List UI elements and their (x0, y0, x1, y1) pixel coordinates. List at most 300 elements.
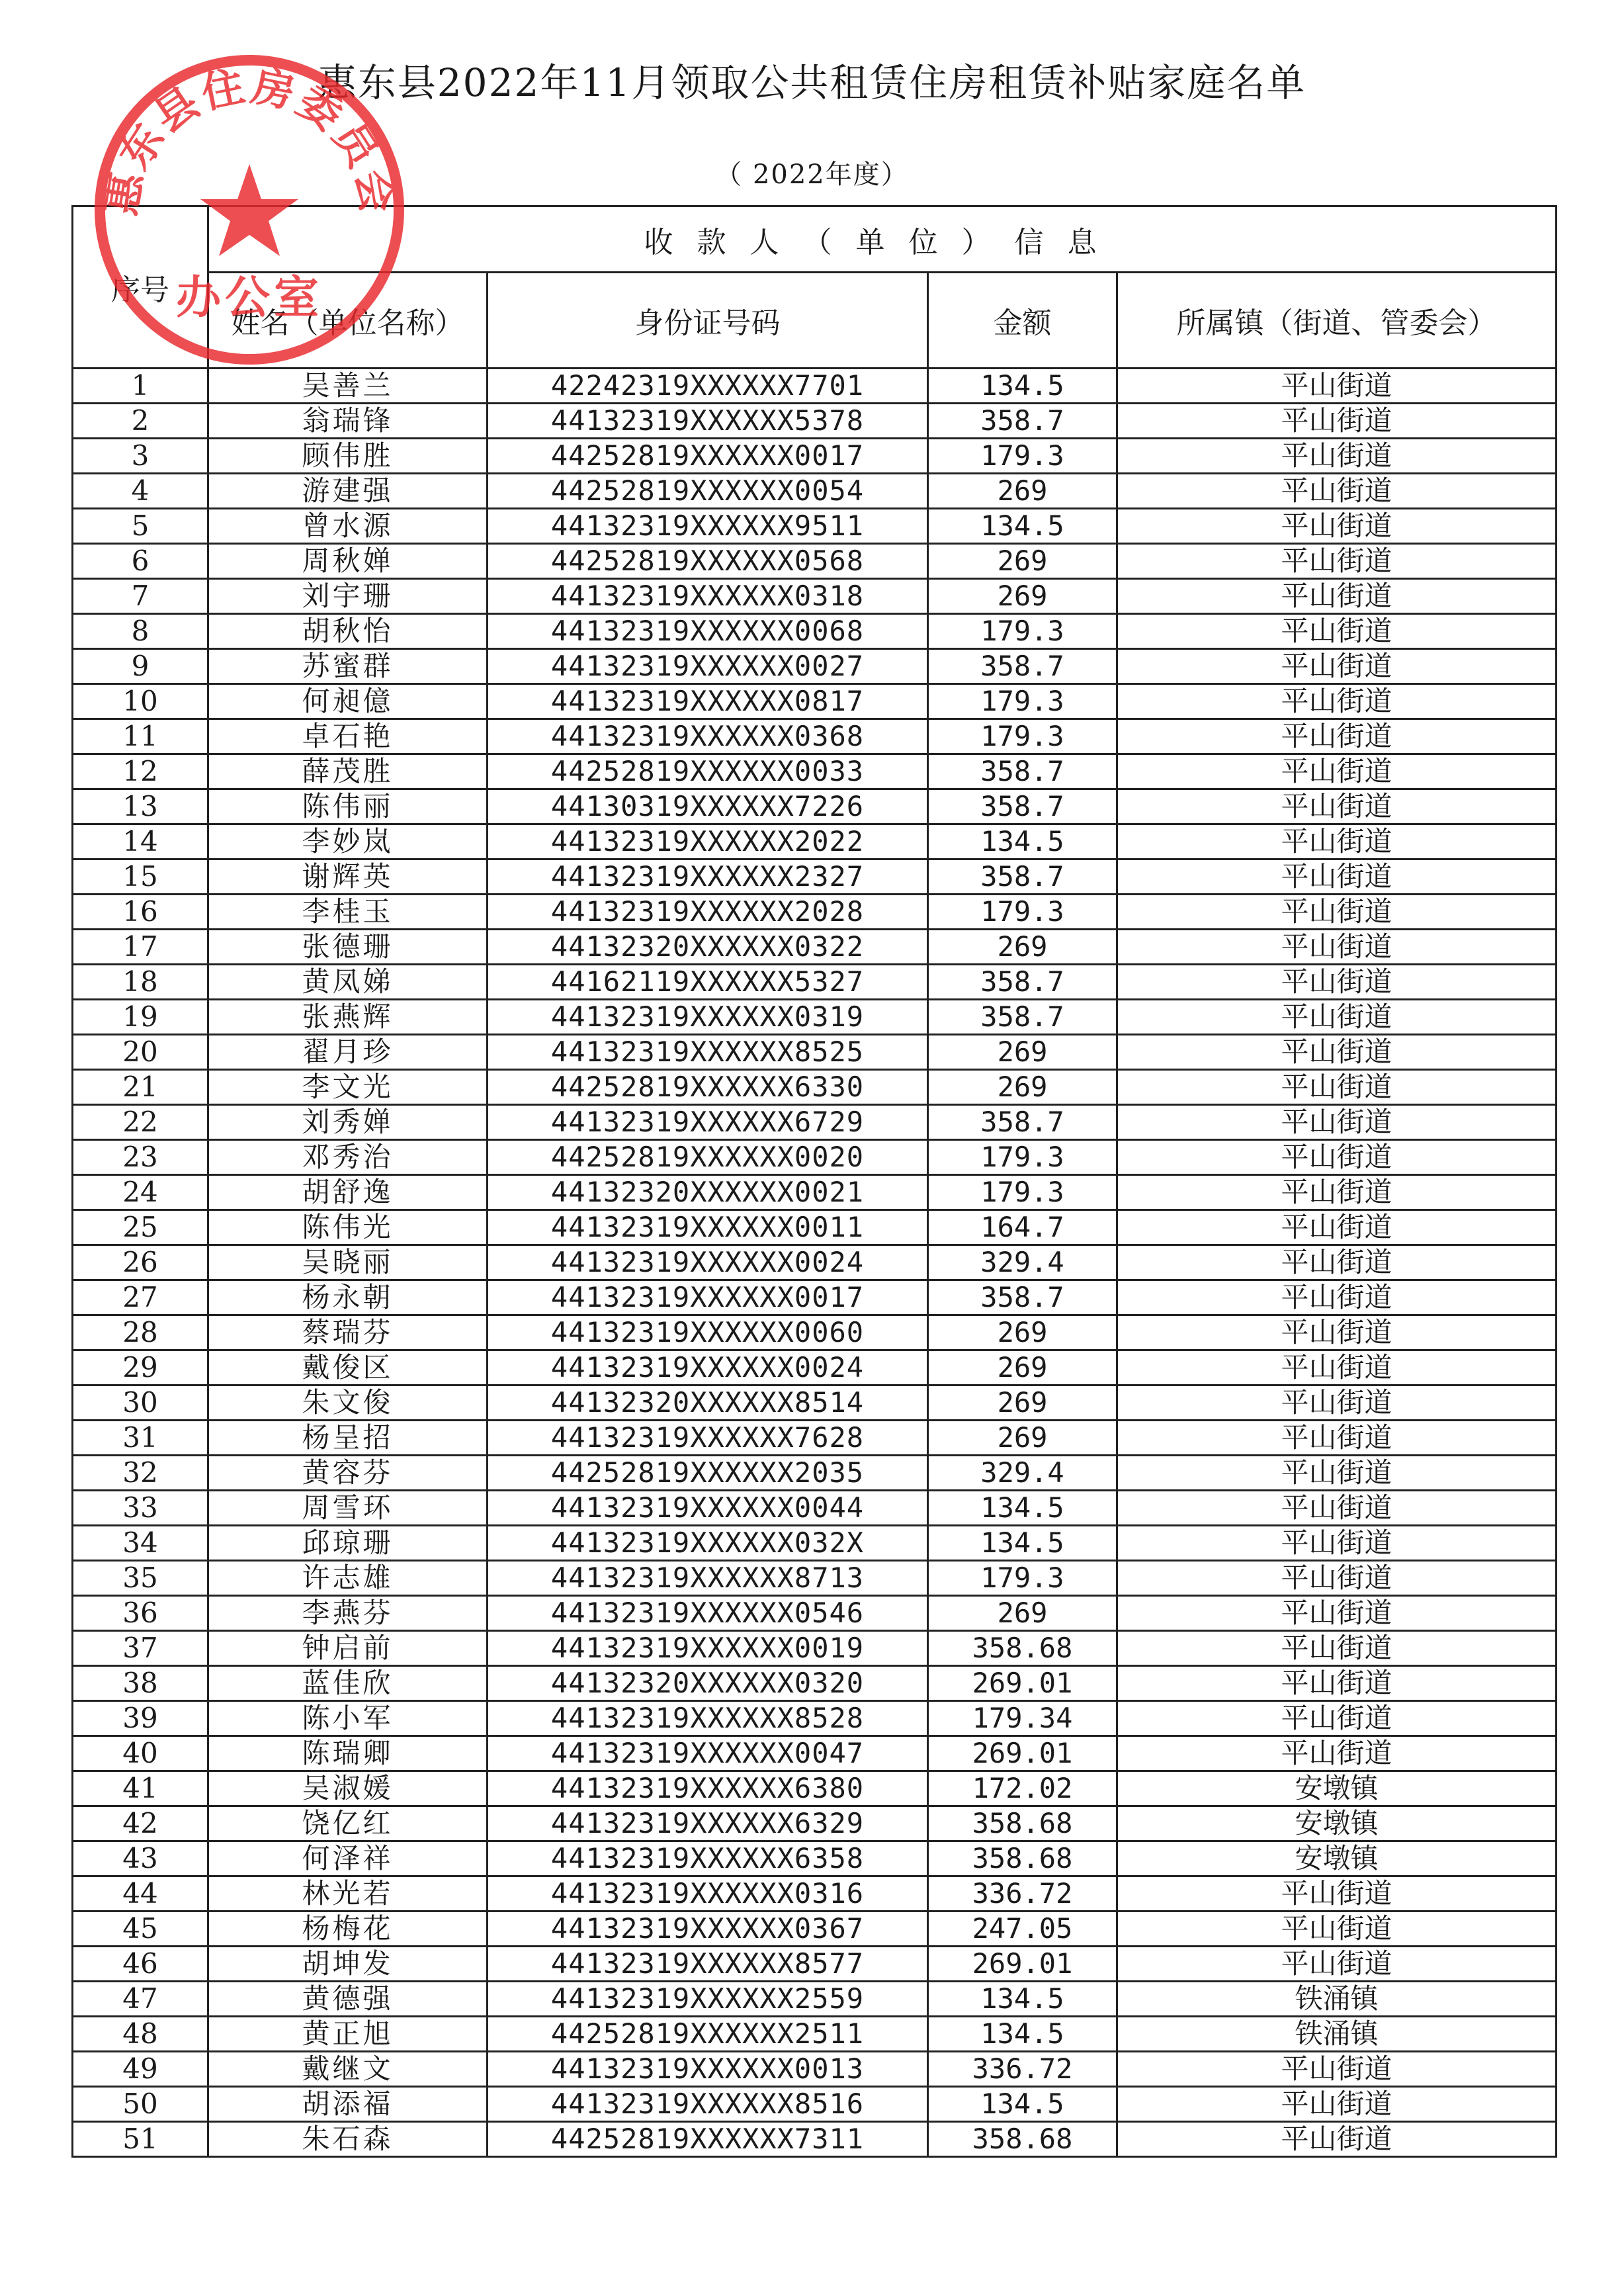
table-row (73, 474, 1557, 509)
cell-name: 李文光 (208, 1070, 488, 1105)
cell-amount: 269 (928, 544, 1117, 579)
table-row (73, 719, 1557, 754)
cell-town: 平山街道 (1117, 1947, 1557, 1982)
cell-seq: 31 (73, 1421, 208, 1456)
cell-amount: 134.5 (928, 1526, 1117, 1561)
cell-name: 戴继文 (208, 2052, 488, 2087)
table-row (73, 1561, 1557, 1596)
cell-seq: 43 (73, 1841, 208, 1876)
cell-id-number: 44132319XXXXXX2022 (488, 824, 928, 859)
cell-seq: 9 (73, 649, 208, 684)
table-row (73, 1596, 1557, 1631)
cell-town: 平山街道 (1117, 1350, 1557, 1386)
cell-town: 平山街道 (1117, 895, 1557, 930)
cell-id-number: 44132319XXXXXX0024 (488, 1350, 928, 1386)
cell-seq: 50 (73, 2087, 208, 2122)
cell-town: 平山街道 (1117, 1666, 1557, 1701)
cell-id-number: 44132319XXXXXX0044 (488, 1491, 928, 1526)
cell-name: 许志雄 (208, 1561, 488, 1596)
cell-town: 平山街道 (1117, 404, 1557, 439)
column-header-seq: 序号 (73, 206, 208, 369)
column-header-id: 身份证号码 (488, 273, 928, 369)
table-row (73, 1035, 1557, 1070)
table-row (73, 509, 1557, 544)
cell-amount: 329.4 (928, 1245, 1117, 1280)
cell-town: 平山街道 (1117, 1140, 1557, 1175)
cell-id-number: 44132319XXXXXX0060 (488, 1315, 928, 1350)
table-row (73, 1245, 1557, 1280)
cell-id-number: 44132319XXXXXX032X (488, 1526, 928, 1561)
cell-id-number: 44132319XXXXXX0368 (488, 719, 928, 754)
cell-id-number: 44252819XXXXXX0020 (488, 1140, 928, 1175)
cell-seq: 40 (73, 1736, 208, 1771)
table-row (73, 859, 1557, 895)
table-row (73, 684, 1557, 719)
table-row (73, 1736, 1557, 1771)
cell-name: 何昶億 (208, 684, 488, 719)
cell-name: 陈伟丽 (208, 789, 488, 824)
cell-seq: 10 (73, 684, 208, 719)
cell-town: 平山街道 (1117, 1736, 1557, 1771)
cell-name: 翁瑞锋 (208, 404, 488, 439)
table-row (73, 1456, 1557, 1491)
cell-town: 平山街道 (1117, 1175, 1557, 1210)
cell-id-number: 44132319XXXXXX0068 (488, 614, 928, 649)
cell-town: 平山街道 (1117, 1596, 1557, 1631)
cell-town: 平山街道 (1117, 2122, 1557, 2157)
cell-amount: 269 (928, 1035, 1117, 1070)
cell-name: 邱琼珊 (208, 1526, 488, 1561)
cell-amount: 269 (928, 579, 1117, 614)
cell-name: 苏蜜群 (208, 649, 488, 684)
cell-town: 平山街道 (1117, 1561, 1557, 1596)
cell-town: 平山街道 (1117, 2087, 1557, 2122)
cell-town: 平山街道 (1117, 509, 1557, 544)
cell-town: 平山街道 (1117, 824, 1557, 859)
cell-name: 顾伟胜 (208, 439, 488, 474)
cell-seq: 45 (73, 1912, 208, 1947)
cell-town: 平山街道 (1117, 1070, 1557, 1105)
cell-id-number: 44132319XXXXXX2327 (488, 859, 928, 895)
cell-town: 平山街道 (1117, 1876, 1557, 1912)
cell-town: 平山街道 (1117, 544, 1557, 579)
cell-town: 平山街道 (1117, 930, 1557, 965)
cell-id-number: 44132319XXXXXX0367 (488, 1912, 928, 1947)
cell-name: 胡坤发 (208, 1947, 488, 1982)
cell-amount: 269 (928, 930, 1117, 965)
cell-name: 薛茂胜 (208, 754, 488, 789)
document-title: 惠东县2022年11月领取公共租赁住房租赁补贴家庭名单 (318, 60, 1306, 105)
table-row (73, 789, 1557, 824)
table-row (73, 1140, 1557, 1175)
document-subtitle: （ 2022年度） (715, 159, 909, 190)
cell-id-number: 44132319XXXXXX8516 (488, 2087, 928, 2122)
cell-amount: 358.7 (928, 404, 1117, 439)
cell-seq: 32 (73, 1456, 208, 1491)
table-row (73, 1771, 1557, 1806)
cell-town: 平山街道 (1117, 1035, 1557, 1070)
table-row (73, 1876, 1557, 1912)
cell-amount: 247.05 (928, 1912, 1117, 1947)
cell-amount: 336.72 (928, 1876, 1117, 1912)
cell-id-number: 44252819XXXXXX0054 (488, 474, 928, 509)
cell-name: 杨梅花 (208, 1912, 488, 1947)
cell-town: 平山街道 (1117, 474, 1557, 509)
cell-seq: 36 (73, 1596, 208, 1631)
cell-amount: 358.7 (928, 965, 1117, 1000)
cell-seq: 3 (73, 439, 208, 474)
cell-name: 黄德强 (208, 1982, 488, 2017)
cell-name: 李桂玉 (208, 895, 488, 930)
cell-seq: 24 (73, 1175, 208, 1210)
cell-town: 平山街道 (1117, 719, 1557, 754)
cell-amount: 269 (928, 1350, 1117, 1386)
cell-id-number: 44130319XXXXXX7226 (488, 789, 928, 824)
cell-amount: 134.5 (928, 824, 1117, 859)
cell-name: 刘秀婵 (208, 1105, 488, 1140)
cell-town: 平山街道 (1117, 1421, 1557, 1456)
table-row (73, 2052, 1557, 2087)
cell-town: 平山街道 (1117, 1280, 1557, 1315)
cell-name: 林光若 (208, 1876, 488, 1912)
cell-town: 平山街道 (1117, 1210, 1557, 1245)
table-row (73, 1806, 1557, 1841)
cell-amount: 134.5 (928, 509, 1117, 544)
cell-seq: 13 (73, 789, 208, 824)
cell-name: 游建强 (208, 474, 488, 509)
cell-town: 平山街道 (1117, 1491, 1557, 1526)
cell-seq: 8 (73, 614, 208, 649)
cell-name: 吴淑媛 (208, 1771, 488, 1806)
table-row (73, 2122, 1557, 2157)
cell-seq: 6 (73, 544, 208, 579)
cell-id-number: 44132319XXXXXX0817 (488, 684, 928, 719)
cell-id-number: 44132319XXXXXX6358 (488, 1841, 928, 1876)
column-header-amount: 金额 (928, 273, 1117, 369)
cell-name: 邓秀治 (208, 1140, 488, 1175)
table-row (73, 1105, 1557, 1140)
cell-seq: 23 (73, 1140, 208, 1175)
table-row (73, 1070, 1557, 1105)
cell-name: 陈伟光 (208, 1210, 488, 1245)
cell-seq: 2 (73, 404, 208, 439)
cell-seq: 37 (73, 1631, 208, 1666)
cell-seq: 27 (73, 1280, 208, 1315)
table-row (73, 579, 1557, 614)
cell-town: 平山街道 (1117, 614, 1557, 649)
cell-town: 平山街道 (1117, 1105, 1557, 1140)
cell-id-number: 44132319XXXXXX0319 (488, 1000, 928, 1035)
cell-seq: 42 (73, 1806, 208, 1841)
table-row (73, 1631, 1557, 1666)
table-row (73, 930, 1557, 965)
cell-id-number: 42242319XXXXXX7701 (488, 369, 928, 404)
cell-name: 曾水源 (208, 509, 488, 544)
cell-amount: 358.7 (928, 1000, 1117, 1035)
cell-amount: 358.7 (928, 754, 1117, 789)
cell-id-number: 44132319XXXXXX0027 (488, 649, 928, 684)
cell-town: 平山街道 (1117, 1912, 1557, 1947)
cell-amount: 269 (928, 1596, 1117, 1631)
cell-town: 平山街道 (1117, 2052, 1557, 2087)
cell-amount: 358.68 (928, 1841, 1117, 1876)
table-row (73, 1315, 1557, 1350)
cell-amount: 269 (928, 474, 1117, 509)
cell-town: 平山街道 (1117, 1386, 1557, 1421)
cell-amount: 172.02 (928, 1771, 1117, 1806)
cell-town: 平山街道 (1117, 1000, 1557, 1035)
cell-id-number: 44132319XXXXXX6729 (488, 1105, 928, 1140)
cell-name: 陈瑞卿 (208, 1736, 488, 1771)
cell-id-number: 44132319XXXXXX6329 (488, 1806, 928, 1841)
cell-town: 平山街道 (1117, 1315, 1557, 1350)
cell-name: 黄凤娣 (208, 965, 488, 1000)
cell-amount: 358.7 (928, 789, 1117, 824)
cell-amount: 134.5 (928, 2087, 1117, 2122)
cell-id-number: 44252819XXXXXX2035 (488, 1456, 928, 1491)
cell-name: 李妙岚 (208, 824, 488, 859)
cell-seq: 16 (73, 895, 208, 930)
cell-name: 刘宇珊 (208, 579, 488, 614)
cell-amount: 358.7 (928, 859, 1117, 895)
cell-name: 胡舒逸 (208, 1175, 488, 1210)
table-row (73, 1666, 1557, 1701)
table-row (73, 404, 1557, 439)
cell-id-number: 44252819XXXXXX0568 (488, 544, 928, 579)
cell-town: 平山街道 (1117, 1526, 1557, 1561)
cell-name: 吴善兰 (208, 369, 488, 404)
cell-seq: 11 (73, 719, 208, 754)
table-row (73, 2017, 1557, 2052)
cell-amount: 269.01 (928, 1736, 1117, 1771)
cell-amount: 269 (928, 1386, 1117, 1421)
cell-amount: 269 (928, 1070, 1117, 1105)
cell-seq: 48 (73, 2017, 208, 2052)
cell-seq: 20 (73, 1035, 208, 1070)
cell-amount: 336.72 (928, 2052, 1117, 2087)
cell-name: 饶亿红 (208, 1806, 488, 1841)
cell-seq: 29 (73, 1350, 208, 1386)
cell-amount: 134.5 (928, 1491, 1117, 1526)
table-row (73, 895, 1557, 930)
group-header: 收款人（单位）信息 (208, 206, 1557, 273)
cell-amount: 269.01 (928, 1947, 1117, 1982)
cell-id-number: 44252819XXXXXX0033 (488, 754, 928, 789)
table-row (73, 1701, 1557, 1736)
table-row (73, 1982, 1557, 2017)
cell-id-number: 44132319XXXXXX6380 (488, 1771, 928, 1806)
cell-seq: 15 (73, 859, 208, 895)
cell-id-number: 44252819XXXXXX0017 (488, 439, 928, 474)
cell-amount: 179.34 (928, 1701, 1117, 1736)
cell-name: 翟月珍 (208, 1035, 488, 1070)
table-row (73, 1280, 1557, 1315)
table-row (73, 1421, 1557, 1456)
cell-seq: 21 (73, 1070, 208, 1105)
cell-seq: 51 (73, 2122, 208, 2157)
cell-name: 李燕芬 (208, 1596, 488, 1631)
table-row (73, 2087, 1557, 2122)
cell-id-number: 44132319XXXXXX0013 (488, 2052, 928, 2087)
cell-amount: 269 (928, 1315, 1117, 1350)
cell-name: 杨永朝 (208, 1280, 488, 1315)
cell-seq: 38 (73, 1666, 208, 1701)
cell-amount: 134.5 (928, 2017, 1117, 2052)
cell-amount: 179.3 (928, 684, 1117, 719)
cell-town: 铁涌镇 (1117, 2017, 1557, 2052)
cell-name: 杨呈招 (208, 1421, 488, 1456)
column-header-row (73, 273, 1557, 369)
cell-id-number: 44132319XXXXXX8528 (488, 1701, 928, 1736)
cell-town: 平山街道 (1117, 684, 1557, 719)
cell-id-number: 44132320XXXXXX0322 (488, 930, 928, 965)
table-row (73, 754, 1557, 789)
cell-name: 谢辉英 (208, 859, 488, 895)
subsidy-table (71, 205, 1557, 2158)
cell-name: 胡秋怡 (208, 614, 488, 649)
cell-id-number: 44162119XXXXXX5327 (488, 965, 928, 1000)
table-row (73, 1841, 1557, 1876)
table-row (73, 965, 1557, 1000)
cell-name: 张德珊 (208, 930, 488, 965)
group-header-row (73, 206, 1557, 273)
cell-town: 铁涌镇 (1117, 1982, 1557, 2017)
cell-amount: 134.5 (928, 369, 1117, 404)
cell-name: 戴俊区 (208, 1350, 488, 1386)
cell-id-number: 44132319XXXXXX0546 (488, 1596, 928, 1631)
cell-id-number: 44132319XXXXXX8713 (488, 1561, 928, 1596)
cell-id-number: 44132319XXXXXX8525 (488, 1035, 928, 1070)
cell-name: 卓石艳 (208, 719, 488, 754)
table-row (73, 1491, 1557, 1526)
cell-id-number: 44132319XXXXXX5378 (488, 404, 928, 439)
cell-amount: 358.7 (928, 1280, 1117, 1315)
cell-amount: 179.3 (928, 895, 1117, 930)
cell-amount: 179.3 (928, 719, 1117, 754)
cell-seq: 39 (73, 1701, 208, 1736)
cell-name: 朱文俊 (208, 1386, 488, 1421)
cell-id-number: 44252819XXXXXX2511 (488, 2017, 928, 2052)
cell-town: 安墩镇 (1117, 1771, 1557, 1806)
cell-id-number: 44132319XXXXXX0019 (488, 1631, 928, 1666)
table-row (73, 1350, 1557, 1386)
cell-amount: 179.3 (928, 1140, 1117, 1175)
cell-id-number: 44132319XXXXXX0047 (488, 1736, 928, 1771)
cell-amount: 179.3 (928, 1561, 1117, 1596)
seal-bottom-text: 办公室 (175, 272, 323, 324)
cell-id-number: 44132319XXXXXX2028 (488, 895, 928, 930)
cell-seq: 14 (73, 824, 208, 859)
table-row (73, 1947, 1557, 1982)
cell-name: 周雪环 (208, 1491, 488, 1526)
cell-town: 平山街道 (1117, 789, 1557, 824)
cell-name: 朱石森 (208, 2122, 488, 2157)
cell-town: 平山街道 (1117, 754, 1557, 789)
cell-amount: 358.7 (928, 1105, 1117, 1140)
cell-id-number: 44132319XXXXXX7628 (488, 1421, 928, 1456)
table-row (73, 544, 1557, 579)
column-header-name: 姓名（单位名称） (208, 273, 488, 369)
table-row (73, 1000, 1557, 1035)
cell-seq: 18 (73, 965, 208, 1000)
cell-seq: 25 (73, 1210, 208, 1245)
cell-amount: 164.7 (928, 1210, 1117, 1245)
cell-amount: 179.3 (928, 1175, 1117, 1210)
cell-id-number: 44132319XXXXXX8577 (488, 1947, 928, 1982)
cell-seq: 41 (73, 1771, 208, 1806)
column-header-town: 所属镇（街道、管委会） (1117, 273, 1557, 369)
cell-seq: 46 (73, 1947, 208, 1982)
cell-amount: 179.3 (928, 614, 1117, 649)
cell-town: 平山街道 (1117, 1245, 1557, 1280)
cell-town: 安墩镇 (1117, 1841, 1557, 1876)
cell-name: 黄正旭 (208, 2017, 488, 2052)
cell-seq: 1 (73, 369, 208, 404)
cell-seq: 33 (73, 1491, 208, 1526)
cell-seq: 5 (73, 509, 208, 544)
cell-name: 胡添福 (208, 2087, 488, 2122)
cell-id-number: 44132320XXXXXX8514 (488, 1386, 928, 1421)
cell-seq: 34 (73, 1526, 208, 1561)
cell-seq: 19 (73, 1000, 208, 1035)
cell-town: 平山街道 (1117, 649, 1557, 684)
cell-amount: 358.68 (928, 1806, 1117, 1841)
cell-id-number: 44132319XXXXXX0011 (488, 1210, 928, 1245)
cell-name: 张燕辉 (208, 1000, 488, 1035)
cell-seq: 7 (73, 579, 208, 614)
cell-seq: 4 (73, 474, 208, 509)
cell-id-number: 44252819XXXXXX7311 (488, 2122, 928, 2157)
cell-amount: 329.4 (928, 1456, 1117, 1491)
cell-seq: 12 (73, 754, 208, 789)
cell-seq: 47 (73, 1982, 208, 2017)
table-row (73, 1386, 1557, 1421)
table-row (73, 824, 1557, 859)
cell-id-number: 44132319XXXXXX0024 (488, 1245, 928, 1280)
table-row (73, 1526, 1557, 1561)
cell-id-number: 44132319XXXXXX2559 (488, 1982, 928, 2017)
cell-name: 周秋婵 (208, 544, 488, 579)
seal-ring-text: 惠东县住房委员会 (97, 62, 402, 219)
cell-amount: 269 (928, 1421, 1117, 1456)
cell-name: 吴晓丽 (208, 1245, 488, 1280)
cell-town: 平山街道 (1117, 439, 1557, 474)
cell-town: 平山街道 (1117, 1631, 1557, 1666)
cell-amount: 269.01 (928, 1666, 1117, 1701)
table-row (73, 1210, 1557, 1245)
cell-town: 平山街道 (1117, 965, 1557, 1000)
cell-town: 平山街道 (1117, 1456, 1557, 1491)
cell-name: 钟启前 (208, 1631, 488, 1666)
cell-amount: 358.7 (928, 649, 1117, 684)
cell-seq: 49 (73, 2052, 208, 2087)
table-row (73, 649, 1557, 684)
cell-name: 蔡瑞芬 (208, 1315, 488, 1350)
cell-seq: 22 (73, 1105, 208, 1140)
cell-id-number: 44252819XXXXXX6330 (488, 1070, 928, 1105)
cell-seq: 26 (73, 1245, 208, 1280)
cell-id-number: 44132319XXXXXX0017 (488, 1280, 928, 1315)
cell-amount: 134.5 (928, 1982, 1117, 2017)
cell-id-number: 44132319XXXXXX0316 (488, 1876, 928, 1912)
table-row (73, 439, 1557, 474)
cell-amount: 358.68 (928, 1631, 1117, 1666)
cell-name: 何泽祥 (208, 1841, 488, 1876)
cell-seq: 17 (73, 930, 208, 965)
cell-name: 黄容芬 (208, 1456, 488, 1491)
cell-seq: 30 (73, 1386, 208, 1421)
cell-id-number: 44132319XXXXXX9511 (488, 509, 928, 544)
